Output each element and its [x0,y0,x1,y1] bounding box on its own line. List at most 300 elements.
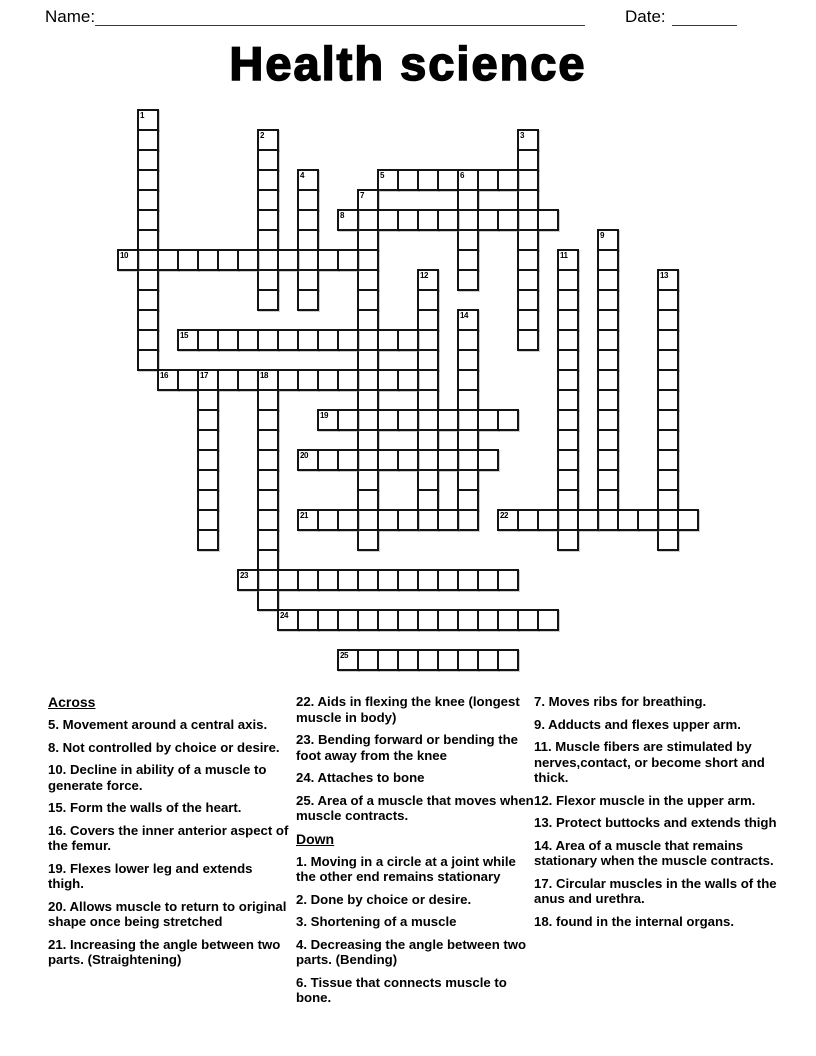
grid-cell[interactable] [597,249,619,271]
clue-24: 24. Attaches to bone [296,770,425,785]
grid-cell[interactable] [297,609,319,631]
grid-cell[interactable] [297,269,319,291]
grid-cell[interactable] [457,489,479,511]
grid-cell[interactable] [457,269,479,291]
cell-number: 17 [200,371,208,380]
grid-cell[interactable] [317,609,339,631]
cell-number: 3 [520,131,524,140]
grid-cell[interactable] [657,369,679,391]
grid-cell[interactable] [557,509,579,531]
cell-number: 2 [260,131,264,140]
grid-cell[interactable] [377,209,399,231]
grid-cell[interactable] [297,289,319,311]
grid-cell[interactable] [597,309,619,331]
grid-cell[interactable] [557,369,579,391]
grid-cell[interactable] [297,189,319,211]
grid-cell[interactable] [597,389,619,411]
grid-cell[interactable] [457,349,479,371]
grid-cell[interactable] [217,249,239,271]
grid-cell[interactable] [297,229,319,251]
grid-cell[interactable] [417,169,439,191]
grid-cell[interactable] [457,209,479,231]
grid-cell[interactable] [557,469,579,491]
grid-cell[interactable] [317,449,339,471]
grid-cell[interactable] [217,329,239,351]
grid-cell[interactable] [357,409,379,431]
grid-cell[interactable] [417,349,439,371]
grid-cell[interactable] [317,249,339,271]
grid-cell[interactable] [237,569,259,591]
grid-cell[interactable] [257,509,279,531]
grid-cell[interactable] [557,409,579,431]
grid-cell[interactable] [557,389,579,411]
grid-cell[interactable] [257,229,279,251]
grid-cell[interactable] [177,369,199,391]
grid-cell[interactable] [297,209,319,231]
grid-cell[interactable] [457,469,479,491]
grid-cell[interactable] [557,269,579,291]
across-header: Across [48,694,96,710]
grid-cell[interactable] [437,569,459,591]
grid-cell[interactable] [517,269,539,291]
grid-cell[interactable] [477,609,499,631]
grid-cell[interactable] [497,169,519,191]
clue-5: 5. Movement around a central axis. [48,717,268,732]
date-label: Date: [625,7,666,26]
grid-cell[interactable] [657,449,679,471]
grid-cell[interactable] [137,209,159,231]
grid-cell[interactable] [597,429,619,451]
grid-cell[interactable] [257,389,279,411]
grid-cell[interactable] [597,489,619,511]
grid-cell[interactable] [397,209,419,231]
grid-cell[interactable] [357,569,379,591]
grid-cell[interactable] [457,509,479,531]
grid-cell[interactable] [137,289,159,311]
grid-cell[interactable] [597,349,619,371]
cell-number: 15 [180,331,188,340]
clue-21: 21. Increasing the angle between two parts. (Straightening) [48,936,281,967]
grid-cell[interactable] [497,209,519,231]
grid-cell[interactable] [557,529,579,551]
grid-cell[interactable] [337,329,359,351]
grid-cell[interactable] [457,429,479,451]
cell-number: 20 [300,451,308,460]
grid-cell[interactable] [517,329,539,351]
grid-cell[interactable] [357,469,379,491]
grid-cell[interactable] [317,409,339,431]
grid-cell[interactable] [557,489,579,511]
cell-number: 25 [340,651,348,660]
clue-20: 20. Allows muscle to return to original shape once being stretched [48,898,287,929]
grid-cell[interactable] [497,569,519,591]
grid-cell[interactable] [677,509,699,531]
grid-cell[interactable] [357,369,379,391]
grid-cell[interactable] [597,329,619,351]
grid-cell[interactable] [397,609,419,631]
grid-cell[interactable] [257,469,279,491]
grid-cell[interactable] [457,169,479,191]
grid-cell[interactable] [297,249,319,271]
grid-cell[interactable] [277,329,299,351]
grid-cell[interactable] [457,609,479,631]
grid-cell[interactable] [437,169,459,191]
grid-cell[interactable] [657,429,679,451]
clue-4: 4. Decreasing the angle between two parts. (Bending) [296,936,527,967]
grid-cell[interactable] [337,609,359,631]
grid-cell[interactable] [497,649,519,671]
grid-cell[interactable] [657,329,679,351]
grid-cell[interactable] [197,489,219,511]
grid-cell[interactable] [297,329,319,351]
cell-number: 12 [420,271,428,280]
cell-number: 10 [120,251,128,260]
grid-cell[interactable] [457,189,479,211]
cell-number: 13 [660,271,668,280]
cell-number: 1 [140,111,144,120]
grid-cell[interactable] [657,529,679,551]
grid-cell[interactable] [597,369,619,391]
grid-cell[interactable] [557,249,579,271]
grid-cell[interactable] [597,409,619,431]
grid-cell[interactable] [157,369,179,391]
grid-cell[interactable] [417,289,439,311]
page-title: Health science [229,37,587,90]
grid-cell[interactable] [337,509,359,531]
grid-cell[interactable] [257,529,279,551]
grid-cell[interactable] [357,289,379,311]
grid-cell[interactable] [317,369,339,391]
grid-cell[interactable] [257,369,279,391]
grid-cell[interactable] [517,209,539,231]
grid-cell[interactable] [417,429,439,451]
grid-cell[interactable] [257,209,279,231]
grid-cell[interactable] [397,409,419,431]
grid-cell[interactable] [237,369,259,391]
clue-15: 15. Form the walls of the heart. [48,800,242,815]
grid-cell[interactable] [397,329,419,351]
clue-14: 14. Area of a muscle that remains stationary when the muscle contracts. [534,837,774,868]
grid-cell[interactable] [657,469,679,491]
grid-cell[interactable] [477,449,499,471]
grid-cell[interactable] [197,329,219,351]
grid-cell[interactable] [557,429,579,451]
grid-cell[interactable] [497,409,519,431]
grid-cell[interactable] [377,369,399,391]
grid-cell[interactable] [597,469,619,491]
grid-cell[interactable] [257,269,279,291]
grid-cell[interactable] [277,369,299,391]
grid-cell[interactable] [417,449,439,471]
grid-cell[interactable] [457,449,479,471]
grid-cell[interactable] [257,129,279,151]
grid-cell[interactable] [197,369,219,391]
grid-cell[interactable] [297,509,319,531]
grid-cell[interactable] [437,609,459,631]
grid-cell[interactable] [617,509,639,531]
grid-cell[interactable] [657,489,679,511]
grid-cell[interactable] [197,249,219,271]
grid-cell[interactable] [417,509,439,531]
grid-cell[interactable] [657,289,679,311]
grid-cell[interactable] [417,469,439,491]
grid-cell[interactable] [557,449,579,471]
grid-cell[interactable] [557,289,579,311]
down-header: Down [296,830,335,847]
grid-cell[interactable] [297,169,319,191]
clue-8: 8. Not controlled by choice or desire. [48,739,280,755]
grid-cell[interactable] [357,329,379,351]
grid-cell[interactable] [257,149,279,171]
grid-cell[interactable] [297,369,319,391]
grid-cell[interactable] [657,349,679,371]
grid-cell[interactable] [477,169,499,191]
grid-cell[interactable] [317,509,339,531]
grid-cell[interactable] [357,509,379,531]
grid-cell[interactable] [337,369,359,391]
grid-cell[interactable] [377,449,399,471]
grid-cell[interactable] [437,209,459,231]
clue-6: 6. Tissue that connects muscle to bone. [296,974,507,1005]
grid-cell[interactable] [517,249,539,271]
grid-cell[interactable] [397,169,419,191]
grid-cell[interactable] [377,569,399,591]
grid-cell[interactable] [517,169,539,191]
grid-cell[interactable] [357,609,379,631]
grid-cell[interactable] [317,329,339,351]
grid-cell[interactable] [637,509,659,531]
grid-cell[interactable] [357,309,379,331]
grid-cell[interactable] [517,609,539,631]
clues-column-1 [48,694,290,975]
grid-cell[interactable] [197,529,219,551]
clue-9: 9. Adducts and flexes upper arm. [534,716,741,732]
grid-cell[interactable] [597,289,619,311]
grid-cell[interactable] [417,209,439,231]
grid-cell[interactable] [497,609,519,631]
grid-cell[interactable] [277,569,299,591]
grid-cell[interactable] [437,649,459,671]
grid-cell[interactable] [357,229,379,251]
grid-cell[interactable] [477,209,499,231]
grid-cell[interactable] [517,289,539,311]
grid-cell[interactable] [417,609,439,631]
grid-cell[interactable] [137,109,159,131]
cell-number: 16 [160,371,168,380]
grid-cell[interactable] [397,449,419,471]
grid-cell[interactable] [537,209,559,231]
grid-cell[interactable] [277,609,299,631]
grid-cell[interactable] [357,429,379,451]
grid-cell[interactable] [337,649,359,671]
grid-cell[interactable] [257,409,279,431]
grid-cell[interactable] [417,389,439,411]
grid-cell[interactable] [357,189,379,211]
grid-cell[interactable] [417,269,439,291]
grid-cell[interactable] [377,329,399,351]
grid-cell[interactable] [657,309,679,331]
cell-number: 9 [600,231,604,240]
grid-cell[interactable] [357,449,379,471]
grid-cell[interactable] [357,389,379,411]
grid-cell[interactable] [597,449,619,471]
grid-cell[interactable] [657,409,679,431]
cell-number: 7 [360,191,364,200]
grid-cell[interactable] [517,309,539,331]
grid-cell[interactable] [657,389,679,411]
grid-cell[interactable] [137,329,159,351]
grid-cell[interactable] [137,229,159,251]
grid-cell[interactable] [477,649,499,671]
grid-cell[interactable] [417,329,439,351]
grid-cell[interactable] [137,249,159,271]
grid-cell[interactable] [257,169,279,191]
grid-cell[interactable] [137,309,159,331]
grid-cell[interactable] [337,409,359,431]
grid-cell[interactable] [477,409,499,431]
cell-number: 4 [300,171,304,180]
grid-cell[interactable] [377,609,399,631]
grid-cell[interactable] [597,269,619,291]
cell-number: 19 [320,411,328,420]
grid-cell[interactable] [257,489,279,511]
grid-cell[interactable] [457,409,479,431]
grid-cell[interactable] [557,309,579,331]
grid-cell[interactable] [597,229,619,251]
grid-cell[interactable] [257,289,279,311]
grid-cell[interactable] [257,429,279,451]
grid-cell[interactable] [257,189,279,211]
grid-cell[interactable] [137,129,159,151]
grid-cell[interactable] [457,649,479,671]
grid-cell[interactable] [237,329,259,351]
grid-cell[interactable] [337,569,359,591]
grid-cell[interactable] [197,389,219,411]
grid-cell[interactable] [397,569,419,591]
grid-cell[interactable] [357,529,379,551]
grid-cell[interactable] [417,649,439,671]
grid-cell[interactable] [517,509,539,531]
cell-number: 5 [380,171,384,180]
grid-cell[interactable] [137,189,159,211]
clue-3: 3. Shortening of a muscle [296,914,457,929]
grid-cell[interactable] [257,249,279,271]
grid-cell[interactable] [397,649,419,671]
grid-cell[interactable] [257,549,279,571]
grid-cell[interactable] [397,369,419,391]
grid-cell[interactable] [377,509,399,531]
grid-cell[interactable] [357,489,379,511]
cell-number: 11 [560,251,568,260]
grid-cell[interactable] [377,409,399,431]
grid-cell[interactable] [497,509,519,531]
grid-cell[interactable] [457,569,479,591]
grid-cell[interactable] [417,309,439,331]
grid-cell[interactable] [317,569,339,591]
grid-cell[interactable] [457,309,479,331]
grid-cell[interactable] [337,209,359,231]
clue-11: 11. Muscle fibers are stimulated by nerves,contact, or become short and thick. [534,739,765,785]
grid-cell[interactable] [557,329,579,351]
grid-cell[interactable] [517,189,539,211]
cell-number: 21 [300,511,308,520]
grid-cell[interactable] [457,229,479,251]
clue-16: 16. Covers the inner anterior aspect of the femur. [48,822,289,853]
grid-cell[interactable] [197,509,219,531]
grid-cell[interactable] [557,349,579,371]
grid-cell[interactable] [297,569,319,591]
grid-cell[interactable] [237,249,259,271]
grid-cell[interactable] [357,209,379,231]
grid-cell[interactable] [277,249,299,271]
cell-number: 24 [280,611,288,620]
grid-cell[interactable] [117,249,139,271]
grid-cell[interactable] [137,169,159,191]
grid-cell[interactable] [157,249,179,271]
grid-cell[interactable] [417,489,439,511]
grid-cell[interactable] [457,329,479,351]
grid-cell[interactable] [377,649,399,671]
grid-cell[interactable] [457,369,479,391]
grid-cell[interactable] [257,449,279,471]
grid-cell[interactable] [417,369,439,391]
grid-cell[interactable] [177,329,199,351]
grid-cell[interactable] [257,569,279,591]
grid-cell[interactable] [457,389,479,411]
grid-cell[interactable] [137,349,159,371]
grid-cell[interactable] [197,469,219,491]
grid-cell[interactable] [417,569,439,591]
grid-cell[interactable] [397,509,419,531]
clue-10: 10. Decline in ability of a muscle to generate force. [48,762,267,793]
grid-cell[interactable] [417,409,439,431]
grid-cell[interactable] [657,509,679,531]
grid-cell[interactable] [517,149,539,171]
grid-cell[interactable] [517,129,539,151]
grid-cell[interactable] [517,229,539,251]
grid-cell[interactable] [337,449,359,471]
grid-cell[interactable] [197,429,219,451]
grid-cell[interactable] [257,329,279,351]
grid-cell[interactable] [257,589,279,611]
grid-cell[interactable] [197,449,219,471]
grid-cell[interactable] [297,449,319,471]
grid-cell[interactable] [357,649,379,671]
clue-17: 17. Circular muscles in the walls of the anus and urethra. [534,875,777,906]
grid-cell[interactable] [537,509,559,531]
grid-cell[interactable] [537,609,559,631]
grid-cell[interactable] [437,409,459,431]
grid-cell[interactable] [457,249,479,271]
grid-cell[interactable] [657,269,679,291]
grid-cell[interactable] [137,149,159,171]
grid-cell[interactable] [437,449,459,471]
grid-cell[interactable] [177,249,199,271]
grid-cell[interactable] [217,369,239,391]
grid-cell[interactable] [577,509,599,531]
grid-cell[interactable] [357,349,379,371]
grid-cell[interactable] [597,509,619,531]
grid-cell[interactable] [137,269,159,291]
grid-cell[interactable] [477,569,499,591]
grid-cell[interactable] [337,249,359,271]
grid-cell[interactable] [197,409,219,431]
cell-number: 8 [340,211,344,220]
grid-cell[interactable] [377,169,399,191]
grid-cell[interactable] [357,249,379,271]
grid-cell[interactable] [437,509,459,531]
grid-cell[interactable] [357,269,379,291]
